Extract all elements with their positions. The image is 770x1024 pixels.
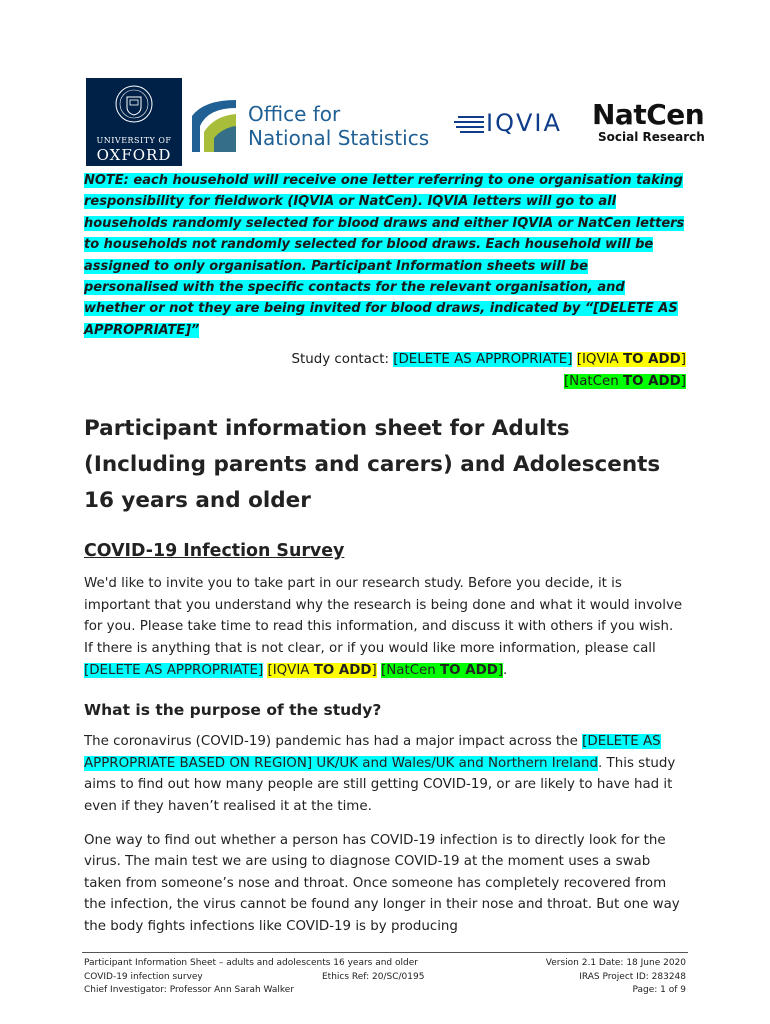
- contact-iqvia-placeholder: [577, 352, 686, 367]
- ons-mark-icon: [190, 98, 238, 154]
- oxford-crest-icon: [114, 84, 154, 124]
- intro-iqvia-close: ]: [371, 662, 377, 678]
- footer-row-2: [82, 971, 688, 985]
- contact-natcen-close: ]: [680, 374, 686, 390]
- footer-document-name: Participant Information Sheet – adults and adolescents 16 years and older: [84, 958, 418, 968]
- contact-iqvia-to-add: TO ADD: [622, 352, 681, 368]
- iqvia-text: IQVIA: [486, 109, 562, 137]
- footer-version: Version 2.1 Date: 18 June 2020: [545, 958, 686, 968]
- natcen-text: NatCen: [592, 98, 705, 131]
- fieldwork-note: [84, 170, 686, 341]
- study-contact-label: Study contact:: [291, 352, 394, 368]
- region-placeholder: [DELETE AS APPROPRIATE BASED ON REGION] UK/UK and Wales/UK and Northern Ireland: [84, 734, 661, 771]
- iqvia-logo: [454, 109, 584, 137]
- iqvia-lines-icon: [454, 114, 484, 134]
- intro-iqvia-prefix: [IQVIA: [267, 662, 314, 678]
- fieldwork-note-text: NOTE: each household will receive one letter referring to one organisation taking responsibility for fieldwork (IQVIA or NatCen). IQVIA letters will go to all households randomly selected for blood draws and either IQVIA or NatCen letters to households not randomly selected for blood draws. Each household will be assigned to only organisation. Participant Information sheets will be personalised with the specific contacts for the relevant organisation, and whether or not they are being invited for blood draws, indicated by “[DELETE AS APPROPRIATE]”: [84, 173, 685, 338]
- intro-delete-placeholder: [DELETE AS APPROPRIATE]: [84, 662, 264, 678]
- ons-text-line2: National Statistics: [248, 126, 430, 150]
- intro-natcen-prefix: [NatCen: [381, 662, 441, 678]
- contact-iqvia-close: ]: [680, 352, 686, 368]
- footer-ethics-ref: Ethics Ref: 20/SC/0195: [322, 971, 425, 982]
- natcen-logo: [592, 100, 718, 144]
- footer-survey-name: COVID-19 infection survey: [84, 971, 203, 982]
- logo-bar: [86, 78, 705, 170]
- intro-iqvia-to-add: TO ADD: [313, 662, 372, 678]
- intro-natcen-placeholder: [381, 663, 503, 678]
- intro-natcen-to-add: TO ADD: [440, 662, 498, 678]
- oxford-text-oxford: OXFORD: [96, 146, 172, 164]
- footer-row-3: [82, 984, 688, 998]
- intro-text: We'd like to invite you to take part in our research study. Before you decide, it is important that you understand why the research is being done and what it would involve for you. Please take time to read this information, and discuss it with others if you wish. If there is anything that is not clear, or if you would like more information, please call: [84, 576, 683, 657]
- document-body: [84, 170, 686, 938]
- contact-natcen-prefix: [NatCen: [563, 374, 623, 390]
- footer-page-number: Page: 1 of 9: [632, 985, 686, 995]
- footer-investigator: Chief Investigator: Professor Ann Sarah Walker: [84, 985, 295, 995]
- purpose-heading: What is the purpose of the study?: [84, 701, 382, 720]
- contact-delete-placeholder: [DELETE AS APPROPRIATE]: [393, 352, 573, 368]
- footer-iras-id: IRAS Project ID: 283248: [579, 971, 686, 982]
- purpose-p1-end: . This study aims to find out how many people are still getting COVID-19, or are likely to have had it even if they haven’t realised it at the time.: [84, 755, 676, 814]
- intro-natcen-close: ]: [497, 662, 504, 678]
- contact-iqvia-prefix: [IQVIA: [576, 352, 623, 368]
- contact-natcen-placeholder: [564, 374, 686, 389]
- contact-natcen-to-add: TO ADD: [622, 374, 681, 390]
- study-contact: [84, 349, 686, 393]
- page-title: Participant information sheet for Adults (Including parents and carers) and Adolescents 16 years and older: [84, 416, 661, 514]
- ons-logo: [190, 98, 440, 154]
- intro-end: .: [503, 662, 508, 678]
- purpose-paragraph-2: One way to find out whether a person has COVID-19 infection is to directly look for the virus. The main test we are using to diagnose COVID-19 at the moment uses a swab taken from someone’s nose and throat. Once someone has completely recovered from the infection, the virus cannot be found any longer in their nose and throat. But one way the body fights infections like COVID-19 is by producing: [84, 832, 680, 934]
- page-footer: [82, 952, 688, 998]
- purpose-paragraph-1: [84, 731, 686, 817]
- survey-subtitle: COVID-19 Infection Survey: [84, 541, 345, 562]
- oxford-text-university: UNIVERSITY OF: [96, 136, 172, 145]
- oxford-logo: [86, 78, 182, 166]
- intro-paragraph: [84, 573, 686, 681]
- intro-iqvia-placeholder: [267, 663, 376, 678]
- ons-text-line1: Office for: [248, 102, 341, 126]
- footer-row-1: [82, 957, 688, 971]
- purpose-p1-start: The coronavirus (COVID-19) pandemic has had a major impact across the: [84, 734, 583, 750]
- natcen-subtext: Social Research: [598, 130, 705, 144]
